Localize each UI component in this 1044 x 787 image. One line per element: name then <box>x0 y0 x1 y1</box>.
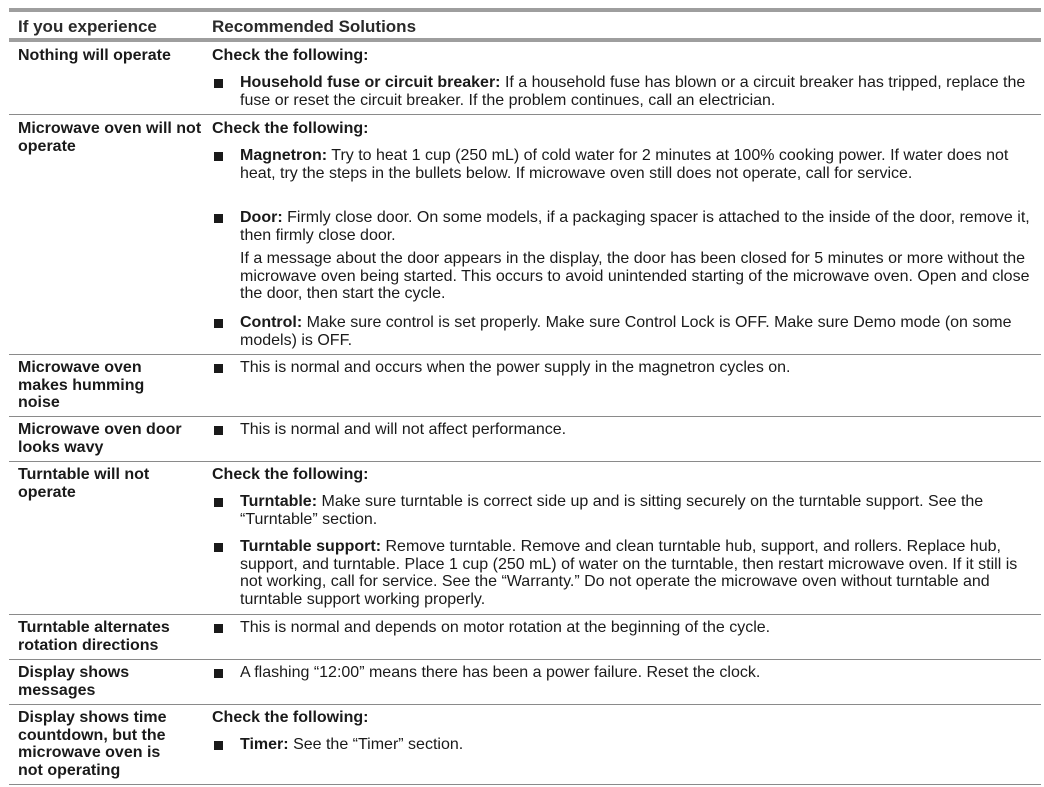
check-heading: Check the following: <box>212 709 369 726</box>
solution-bullet: Timer: See the “Timer” section. <box>212 736 1032 754</box>
solution-bullet: Door: Firmly close door. On some models, if a packaging spacer is attached to the inside of the door, remove it, then firmly close door. <box>212 209 1032 244</box>
solution-bullet: This is normal and will not affect performance. <box>212 421 1032 439</box>
problem-label: Display shows messages <box>18 664 130 699</box>
bullet-square-icon <box>214 364 223 373</box>
solution-bullet: Control: Make sure control is set properly. Make sure Control Lock is OFF. Make sure Demo mode (on some models) is OFF. <box>212 314 1032 349</box>
solution-bullet: Magnetron: Try to heat 1 cup (250 mL) of cold water for 2 minutes at 100% cooking power. If water does not heat, try the steps in the bullets below. If microwave oven still does not operate, call for service. <box>212 147 1032 182</box>
table-row <box>9 615 1041 660</box>
solution-bullet: Turntable support: Remove turntable. Remove and clean turntable hub, support, and rollers. Replace hub, support, and turntable. Place 1 cup (250 mL) of water on the turntable, then restart microwave oven. If it still is not working, call for service. See the “Warranty.” Do not operate the microwave oven without turntable and turntable support working properly. <box>212 538 1032 608</box>
bullet-square-icon <box>214 426 223 435</box>
table-row <box>9 660 1041 705</box>
table-row <box>9 462 1041 615</box>
problem-label: Nothing will operate <box>18 47 171 64</box>
bullet-square-icon <box>214 152 223 161</box>
solution-bullet: Turntable: Make sure turntable is correct side up and is sitting securely on the turntable support. See the “Turntable” section. <box>212 493 1032 528</box>
problem-label: Turntable alternates rotation directions <box>18 619 170 654</box>
bullet-square-icon <box>214 319 223 328</box>
table-row <box>9 42 1041 115</box>
solution-bullet: This is normal and depends on motor rotation at the beginning of the cycle. <box>212 619 1032 637</box>
problem-label: Microwave oven will not operate <box>18 120 202 155</box>
bullet-square-icon <box>214 741 223 750</box>
bullet-square-icon <box>214 669 223 678</box>
table-row <box>9 417 1041 462</box>
problem-label: Turntable will not operate <box>18 466 150 501</box>
bullet-square-icon <box>214 543 223 552</box>
problem-label: Microwave oven door looks wavy <box>18 421 182 456</box>
problem-label: Display shows time countdown, but the microwave oven is not operating <box>18 709 167 779</box>
check-heading: Check the following: <box>212 47 369 64</box>
problem-label: Microwave oven makes humming noise <box>18 359 145 411</box>
check-heading: Check the following: <box>212 466 369 483</box>
header-col-problem: If you experience <box>18 17 157 36</box>
bullet-square-icon <box>214 79 223 88</box>
table-row <box>9 705 1041 785</box>
solution-bullet: Household fuse or circuit breaker: If a household fuse has blown or a circuit breaker has tripped, replace the fuse or reset the circuit breaker. If the problem continues, call an electrician. <box>212 74 1032 109</box>
check-heading: Check the following: <box>212 120 369 137</box>
door-note: If a message about the door appears in the display, the door has been closed for 5 minutes or more without the microwave oven being started. This occurs to avoid unintended starting of the microwave oven. Open and close the door, then start the cycle. <box>240 250 1030 303</box>
bullet-square-icon <box>214 214 223 223</box>
table-row <box>9 355 1041 417</box>
solution-bullet: This is normal and occurs when the power supply in the magnetron cycles on. <box>212 359 1032 377</box>
header-col-solutions: Recommended Solutions <box>212 17 417 36</box>
bullet-square-icon <box>214 624 223 633</box>
bullet-square-icon <box>214 498 223 507</box>
table-row <box>9 115 1041 355</box>
solution-bullet: A flashing “12:00” means there has been a power failure. Reset the clock. <box>212 664 1032 682</box>
table-header <box>9 8 1041 42</box>
